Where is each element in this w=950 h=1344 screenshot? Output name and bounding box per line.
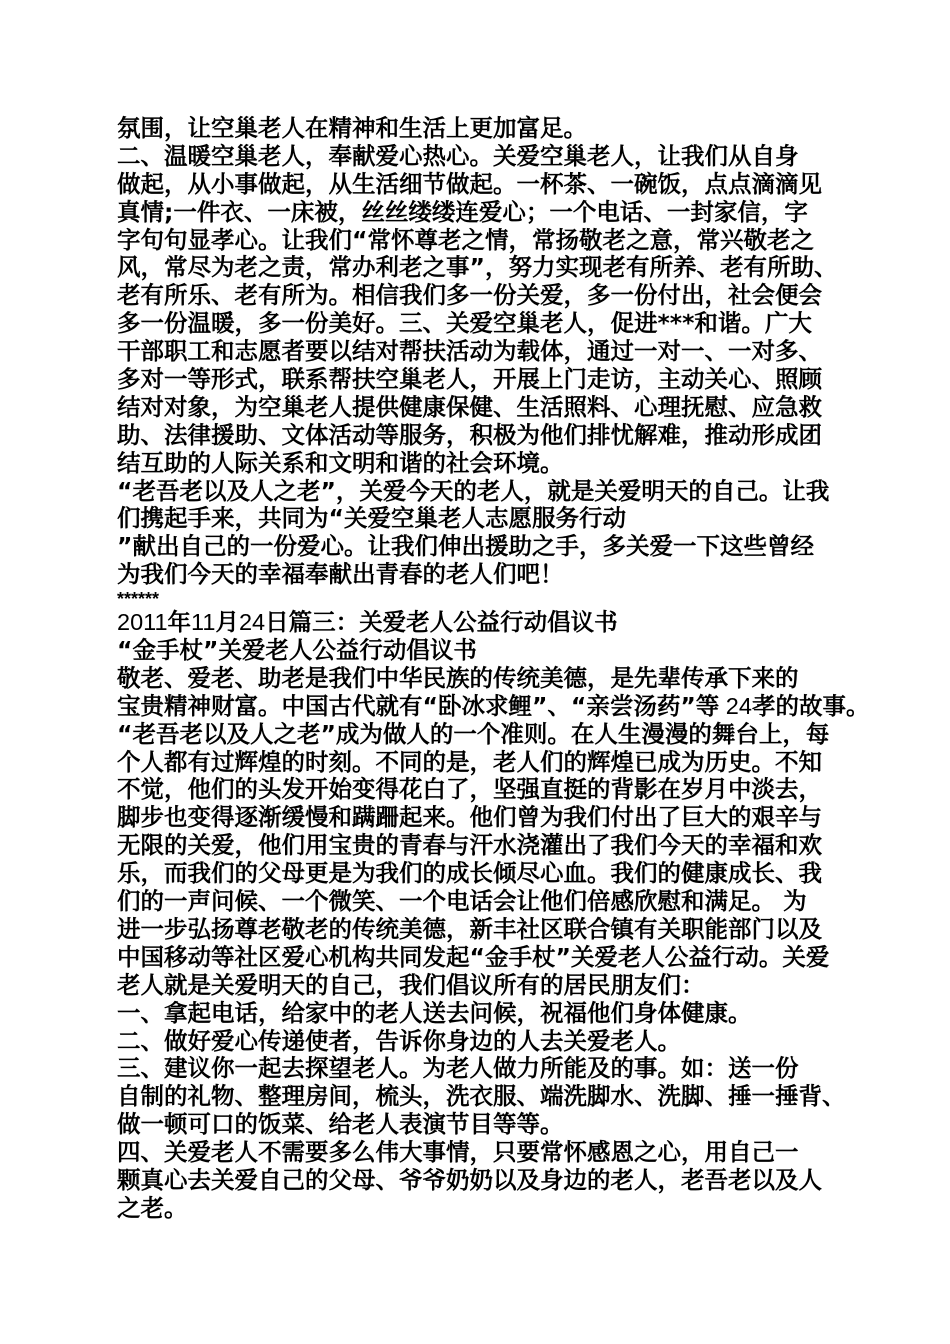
heading-month-unit: 月 <box>215 608 239 637</box>
text-line: 二、做好爱心传递使者，告诉你身边的人去关爱老人。 <box>117 1026 681 1055</box>
text-line <box>117 691 870 721</box>
heading-year-unit: 年 <box>167 608 192 637</box>
heading-month: 11 <box>191 609 216 636</box>
text-line: “老吾老以及人之老”，关爱今天的老人，就是关爱明天的自己。让我 <box>117 476 830 505</box>
text-line: 风，常尽为老之责，常办利老之事”，努力实现老有所养、老有所助、 <box>117 253 838 282</box>
text-line: 颗真心去关爱自己的父母、爷爷奶奶以及身边的老人，老吾老以及人 <box>117 1165 822 1194</box>
text-line: 做一顿可口的饭菜、给老人表演节目等等。 <box>117 1110 564 1139</box>
text-segment: 孝的故事。 <box>751 691 870 720</box>
text-line: 三、建议你一起去探望老人。为老人做力所能及的事。如：送一份 <box>117 1054 799 1083</box>
document-page <box>117 114 870 1223</box>
separator: ****** <box>117 589 160 610</box>
text-line: 四、关爱老人不需要多么伟大事情，只要常怀感恩之心，用自己一 <box>117 1138 799 1167</box>
text-line: 进一步弘扬尊老敬老的传统美德，新丰社区联合镇有关职能部门以及 <box>117 914 822 943</box>
text-line: 乐，而我们的父母更是为我们的成长倾尽心血。我们的健康成长、我 <box>117 859 822 888</box>
text-line: 中国移动等社区爱心机构共同发起“金手杖”关爱老人公益行动。关爱 <box>117 942 830 971</box>
text-line: 不觉，他们的头发开始变得花白了，坚强直挺的背影在岁月中淡去， <box>117 775 822 804</box>
text-number: 24 <box>719 692 752 719</box>
text-segment: 宝贵精神财富。中国古代就有“卧冰求鲤”、“亲尝汤药”等 <box>117 691 720 720</box>
text-line: 字句句显孝心。让我们“常怀尊老之情，常扬敬老之意，常兴敬老之 <box>117 225 814 254</box>
text-line: 们的一声问候、一个微笑、一个电话会让他们倍感欣慰和满足。 为 <box>117 887 807 916</box>
text-line: 真情;一件衣、一床被，丝丝缕缕连爱心；一个电话、一封家信，字 <box>117 197 808 226</box>
text-line: 氛围，让空巢老人在精神和生活上更加富足。 <box>117 114 587 142</box>
text-line: 之老。 <box>117 1193 188 1222</box>
heading-year: 2011 <box>117 609 168 636</box>
text-line: 多一份温暖，多一份美好。三、关爱空巢老人，促进***和谐。广大 <box>117 309 812 338</box>
text-line: 二、温暖空巢老人，奉献爱心热心。关爱空巢老人，让我们从自身 <box>117 141 799 170</box>
heading-title: 日篇三：关爱老人公益行动倡议书 <box>265 608 618 637</box>
text-line: ”献出自己的一份爱心。让我们伸出援助之手，多关爱一下这些曾经 <box>117 532 814 561</box>
heading-day: 24 <box>238 609 266 636</box>
text-line: 个人都有过辉煌的时刻。不同的是，老人们的辉煌已成为历史。不知 <box>117 747 822 776</box>
text-line: 做起，从小事做起，从生活细节做起。一杯茶、一碗饭，点点滴滴见 <box>117 169 822 198</box>
text-line: 助、法律援助、文体活动等服务，积极为他们排忧解难，推动形成团 <box>117 420 822 449</box>
text-line: 结互助的人际关系和文明和谐的社会环境。 <box>117 448 564 477</box>
text-line: 敬老、爱老、助老是我们中华民族的传统美德，是先辈传承下来的 <box>117 663 799 692</box>
text-line: 自制的礼物、整理房间，梳头，洗衣服、端洗脚水、洗脚、捶一捶背、 <box>117 1082 846 1111</box>
text-line: 老有所乐、老有所为。相信我们多一份关爱，多一份付出，社会便会 <box>117 281 822 310</box>
document-subtitle: “金手杖”关爱老人公益行动倡议书 <box>117 636 477 665</box>
text-line: 干部职工和志愿者要以结对帮扶活动为载体，通过一对一、一对多、 <box>117 337 822 366</box>
text-line: 们携起手来，共同为“关爱空巢老人志愿服务行动 <box>117 504 626 533</box>
text-line: 多对一等形式，联系帮扶空巢老人，开展上门走访，主动关心、照顾 <box>117 365 822 394</box>
text-line: 脚步也变得逐渐缓慢和蹒跚起来。他们曾为我们付出了巨大的艰辛与 <box>117 803 822 832</box>
section-heading <box>117 609 852 637</box>
text-line: “老吾老以及人之老”成为做人的一个准则。在人生漫漫的舞台上，每 <box>117 719 830 748</box>
text-line: 老人就是关爱明天的自己，我们倡议所有的居民朋友们： <box>117 970 705 999</box>
text-line: 一、拿起电话，给家中的老人送去问候，祝福他们身体健康。 <box>117 998 752 1027</box>
text-line: 结对对象，为空巢老人提供健康保健、生活照料、心理抚慰、应急救 <box>117 392 822 421</box>
text-line: 为我们今天的幸福奉献出青春的老人们吧！ <box>117 560 564 589</box>
text-line: 无限的关爱，他们用宝贵的青春与汗水浇灌出了我们今天的幸福和欢 <box>117 831 822 860</box>
